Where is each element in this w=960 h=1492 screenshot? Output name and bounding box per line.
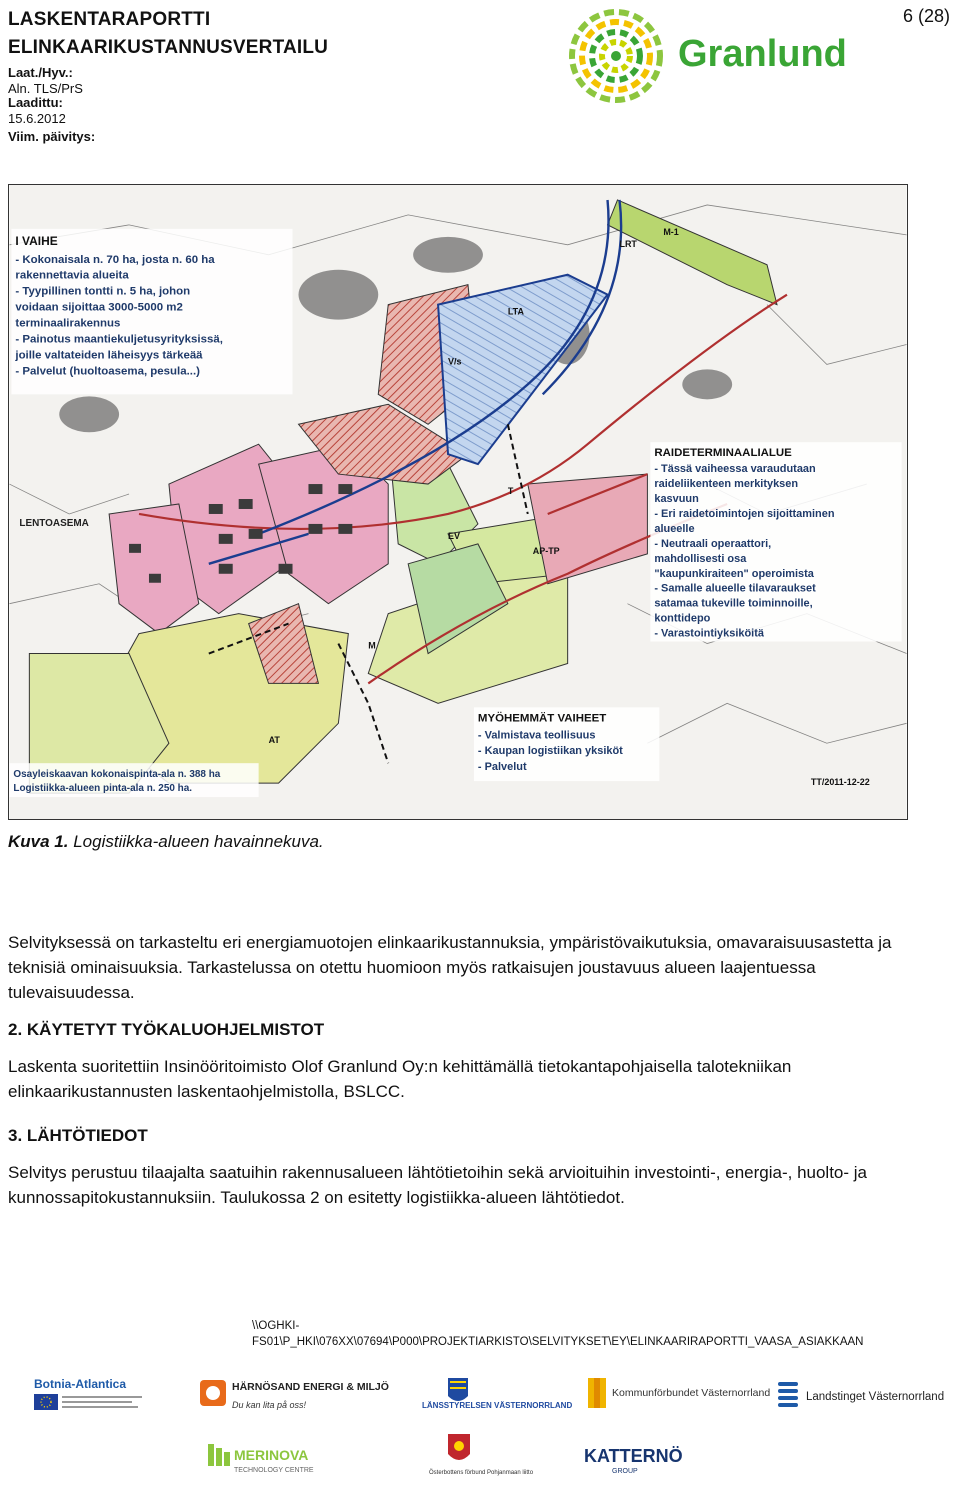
phase-one-line: - Tyypillinen tontti n. 5 ha, johon [15,285,191,298]
rail-terminal-line: "kaupunkiraiteen" operoimista [654,567,814,580]
phase-one-line: - Kokonaisala n. 70 ha, josta n. 60 ha [15,253,215,266]
rail-terminal-line: - Varastointiyksiköitä [654,627,764,640]
paragraph-tools: Laskenta suoritettiin Insinööritoimisto Olof Granlund Oy:n kehittämällä tietokantapohjaisella talotekniikan elinkaarikustannusten laskentaohjelmistolla, BSLCC. [8,1057,792,1101]
zone-label: AP-TP [532,545,560,556]
svg-text:Kommunförbundet Västernorrland: Kommunförbundet Västernorrland [612,1387,771,1399]
rail-terminal-line: kasvuun [654,493,699,506]
phase-one-line: voidaan sijoittaa 3000-5000 m2 [15,301,183,314]
svg-text:Landstinget Västernorrland: Landstinget Västernorrland [806,1391,945,1403]
later-phases-line: - Kaupan logistiikan yksiköt [477,745,623,758]
harnosand-energi-logo [198,1376,389,1416]
later-phases-line: - Valmistava teollisuus [477,729,596,742]
site-plan-map [8,184,908,820]
rail-terminal-line: - Tässä vaiheessa varaudutaan [654,463,816,476]
rail-terminal-line: - Samalle alueelle tilavaraukset [654,582,816,595]
rail-terminal-line: raideliikenteen merkityksen [654,478,799,491]
zone-label: V/s [448,356,462,367]
report-title [8,6,328,62]
zone-label: T [507,486,514,497]
area-note: Osayleiskaavan kokonaispinta-ala n. 388 ha [13,769,221,781]
svg-text:Du kan lita på oss!: Du kan lita på oss! [232,1400,307,1410]
svg-text:HÄRNÖSAND ENERGI & MILJÖ: HÄRNÖSAND ENERGI & MILJÖ [232,1381,389,1393]
katterno-logo [582,1440,702,1476]
created-value: 15.6.2012 [8,111,66,126]
phase-one-line: rakennettavia alueita [15,269,129,282]
place-label: LENTOASEMA [19,517,89,529]
botnia-atlantica-logo [32,1374,152,1420]
zone-label: EV [448,530,461,541]
rail-terminal-line: mahdollisesti osa [654,552,747,565]
file-path-line-1: \\OGHKI- [252,1320,300,1332]
later-phases-title: MYÖHEMMÄT VAIHEET [477,712,607,725]
figure-caption [8,832,324,852]
granlund-logo [566,6,847,106]
svg-text:GROUP: GROUP [612,1468,638,1475]
svg-text:Österbottens förbund Pohjanmaa: Österbottens förbund Pohjanmaan liitto [429,1470,534,1476]
area-note: Logistiikka-alueen pinta-ala n. 250 ha. [13,783,193,795]
svg-text:KATTERNÖ: KATTERNÖ [584,1446,683,1466]
svg-text:Botnia-Atlantica: Botnia-Atlantica [34,1377,127,1391]
phase-one-line: joille valtateiden läheisyys tärkeää [15,349,203,362]
phase-one-line: - Painotus maantiekuljetusyrityksissä, [15,333,223,346]
kommunforbundet-logo [586,1376,771,1412]
zone-label: AT [268,735,280,746]
caption-text: Logistiikka-alueen havainnekuva. [68,832,324,851]
title-line-1: LASKENTARAPORTTI [8,9,211,30]
rail-terminal-title: RAIDETERMINAALIALUE [654,447,792,460]
heading-source-data: 3. LÄHTÖTIEDOT [8,1126,148,1145]
page-number: 6 (28) [902,6,950,26]
paragraph-intro: Selvityksessä on tarkasteltu eri energiamuotojen elinkaarikustannuksia, ympäristövaikutuksia, omavaraisuusastetta ja teknisiä ominaisuuksia. Tarkastelussa on otettu huomioon myös ratkaisujen joustavuus alueen laajentuessa tulevaisuudessa. [8,933,892,1002]
created-label: Laadittu: [8,95,63,110]
approved-label: Laat./Hyv.: [8,65,73,80]
paragraph-source-data: Selvitys perustuu tilaajalta saatuihin rakennusalueen lähtötietoihin sekä arvioituihin investointi-, energia-, huolto- ja kunnossapitokustannuksiin. Taulukossa 2 on esitetty logistiikka-alueen lähtötiedot. [8,1163,868,1207]
zone-label: M-1 [663,226,679,237]
approved-value: Aln. TLS/PrS [8,81,83,96]
phase-one-line: - Palvelut (huoltoasema, pesula...) [15,365,200,378]
logo-text: Granlund [678,33,847,75]
svg-text:TECHNOLOGY CENTRE: TECHNOLOGY CENTRE [234,1467,314,1474]
title-line-2: ELINKAARIKUSTANNUSVERTAILU [8,37,329,58]
phase-one-line: terminaalirakennus [15,317,121,330]
file-path-line-2: FS01\P_HKI\076XX\07694\P000\PROJEKTIARKISTO\SELVITYKSET\EY\ELINKAARIRAPORTTI_VAASA_ASIAKKAAN [252,1336,864,1348]
landstinget-logo [776,1376,945,1416]
heading-tools: 2. KÄYTETYT TYÖKALUOHJELMISTOT [8,1020,325,1039]
rail-terminal-line: - Neutraali operaattori, [654,537,772,550]
zone-label: LRT [619,238,637,249]
phase-one-title: I VAIHE [15,233,58,248]
zone-label: M [368,640,376,651]
caption-prefix: Kuva 1. [8,832,69,851]
later-phases-line: - Palvelut [477,761,527,774]
svg-text:LÄNSSTYRELSEN VÄSTERNORRLAND: LÄNSSTYRELSEN VÄSTERNORRLAND [422,1401,573,1410]
lansstyrelsen-logo [420,1376,573,1422]
rail-terminal-line: konttidepo [654,612,711,625]
map-stamp: TT/2011-12-22 [810,777,870,788]
file-path [252,1318,863,1350]
zone-label: LTA [507,306,524,317]
updated-label: Viim. päivitys: [8,129,96,144]
rail-terminal-line: - Eri raidetoimintojen sijoittaminen [654,507,835,520]
rail-terminal-line: alueelle [654,522,695,535]
rail-terminal-line: satamaa tukeville toiminnoille, [654,597,813,610]
merinova-logo [206,1440,326,1476]
svg-text:MERINOVA: MERINOVA [234,1447,309,1463]
osterbottens-forbund-logo [428,1432,534,1484]
